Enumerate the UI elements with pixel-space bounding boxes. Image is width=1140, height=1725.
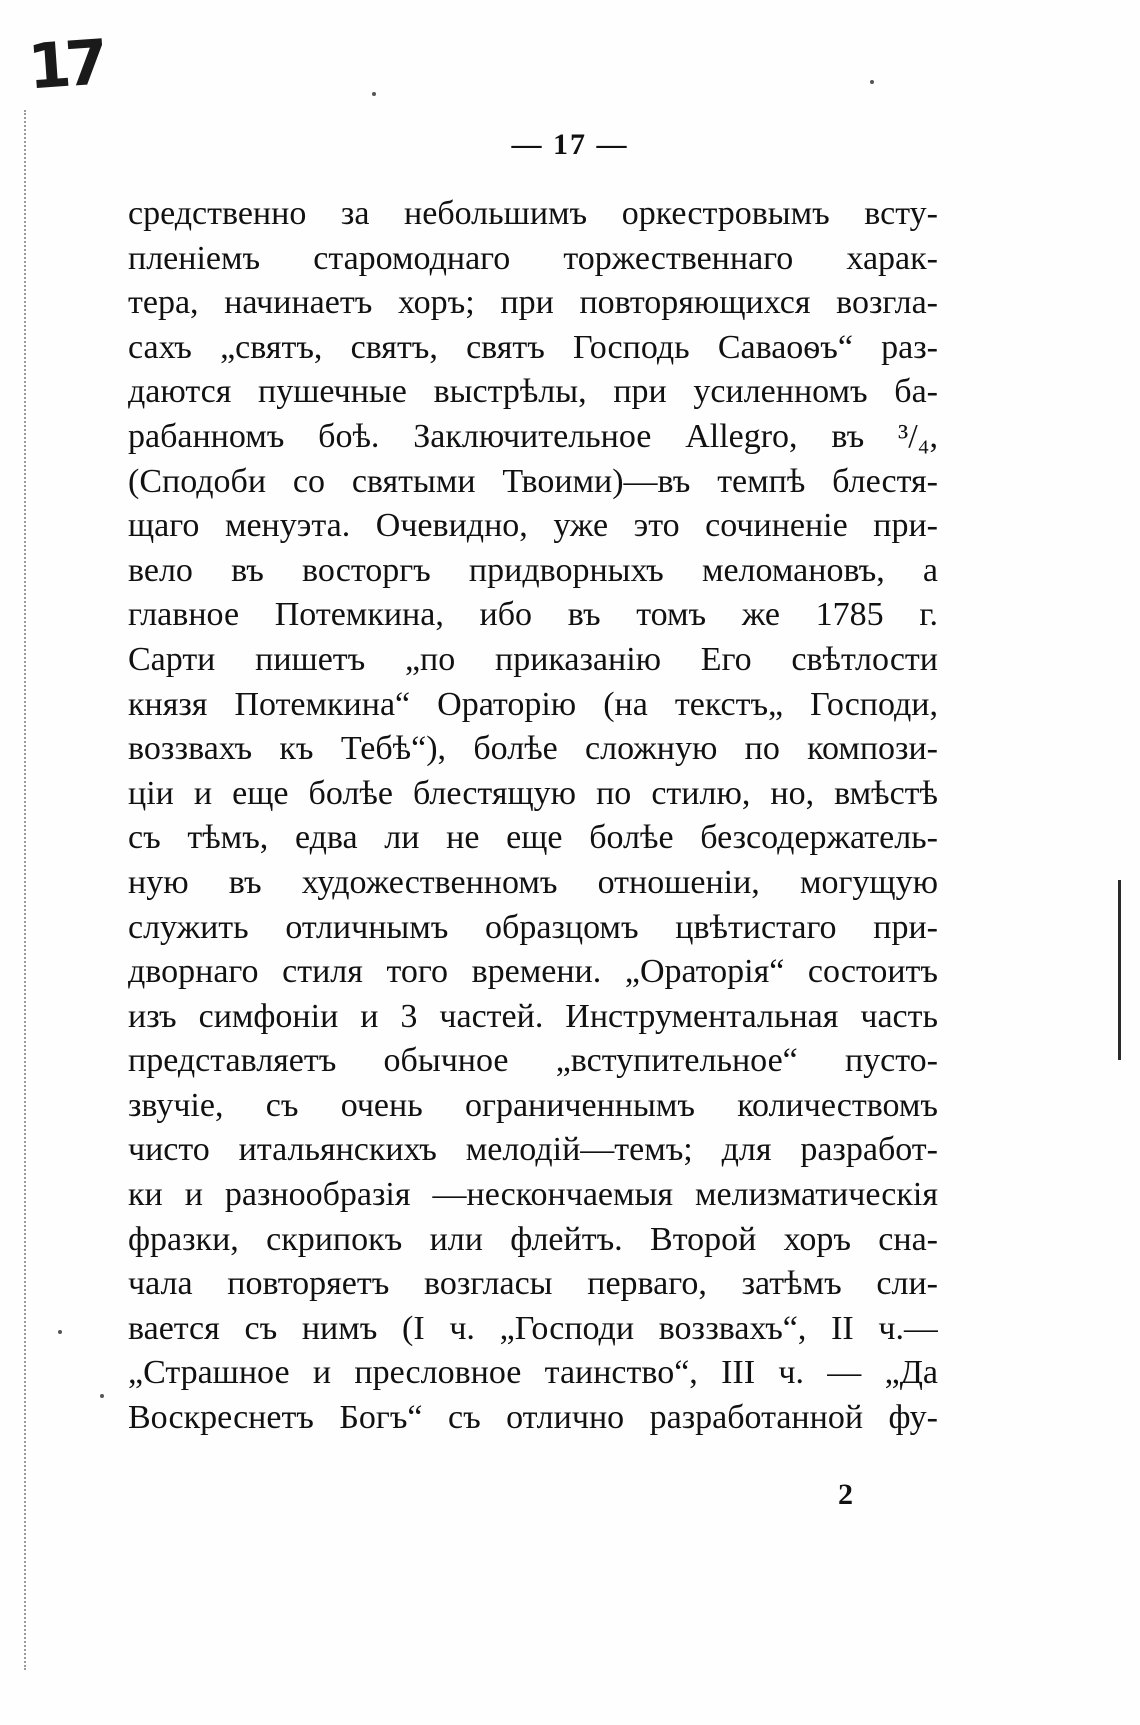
text-line: вается съ нимъ (I ч. „Господи воззвахъ“, II ч.— bbox=[128, 1309, 938, 1347]
text-line: дворнаго стиля того времени. „Ораторія“ состоитъ bbox=[128, 953, 938, 991]
text-line: ную въ художественномъ отношеніи, могущую bbox=[128, 863, 938, 901]
text-line: чисто итальянскихъ мелодій—темъ; для разработ- bbox=[128, 1131, 938, 1169]
page-number: — 17 — bbox=[511, 128, 629, 161]
scan-speck bbox=[100, 1394, 104, 1398]
text-line: съ тѣмъ, едва ли не еще болѣе безсодержатель- bbox=[128, 819, 938, 857]
text-line: Воскреснетъ Богъ“ съ отлично разработанной фу- bbox=[128, 1399, 938, 1437]
text-line: „Страшное и пресловное таинство“, III ч. — „Да bbox=[128, 1354, 938, 1392]
text-line: изъ симфоніи и 3 частей. Инструментальная часть bbox=[128, 997, 938, 1035]
text-line: князя Потемкина“ Ораторію (на текстъ„ Господи, bbox=[128, 685, 938, 723]
text-line: главное Потемкина, ибо въ томъ же 1785 г. bbox=[128, 596, 938, 634]
text-line: ціи и еще болѣе блестящую по стилю, но, вмѣстѣ bbox=[128, 774, 938, 812]
signature-mark: 2 bbox=[838, 1478, 853, 1511]
text-line: сахъ „святъ, святъ, святъ Господь Саваоѳъ“ раз- bbox=[128, 328, 938, 366]
text-line: служить отличнымъ образцомъ цвѣтистаго при- bbox=[128, 908, 938, 946]
text-line: звучіе, съ очень ограниченнымъ количествомъ bbox=[128, 1086, 938, 1124]
text-line: фразки, скрипокъ или флейтъ. Второй хоръ сна- bbox=[128, 1220, 938, 1258]
body-text bbox=[128, 192, 938, 1441]
scan-speck bbox=[58, 1330, 62, 1334]
handwritten-page-number: 17 bbox=[25, 25, 105, 104]
text-line: Сарти пишетъ „по приказанію Его свѣтлости bbox=[128, 640, 938, 678]
text-line: тера, начинаетъ хоръ; при повторяющихся возгла- bbox=[128, 284, 938, 322]
text-line: рабанномъ боѣ. Заключительное Allegro, въ ³/₄, bbox=[128, 417, 938, 455]
scan-left-edge bbox=[24, 110, 26, 1670]
text-line: пленіемъ старомоднаго торжественнаго харак- bbox=[128, 239, 938, 277]
text-line: щаго менуэта. Очевидно, уже это сочиненіе при- bbox=[128, 507, 938, 545]
text-line: чала повторяетъ возгласы перваго, затѣмъ сли- bbox=[128, 1265, 938, 1303]
text-line: представляетъ обычное „вступительное“ пусто- bbox=[128, 1042, 938, 1080]
text-line: даются пушечные выстрѣлы, при усиленномъ ба- bbox=[128, 373, 938, 411]
scan-speck bbox=[870, 80, 874, 84]
scan-speck bbox=[372, 92, 376, 96]
scan-right-edge bbox=[1118, 880, 1121, 1060]
text-line: средственно за небольшимъ оркестровымъ всту- bbox=[128, 195, 938, 232]
text-line: ки и разнообразія —нескончаемыя мелизматическія bbox=[128, 1176, 938, 1214]
text-line: воззвахъ къ Тебѣ“), болѣе сложную по компози- bbox=[128, 730, 938, 768]
text-line: вело въ восторгъ придворныхъ меломановъ, а bbox=[128, 551, 938, 589]
text-line: (Сподоби со святыми Твоими)—въ темпѣ блестя- bbox=[128, 462, 938, 500]
